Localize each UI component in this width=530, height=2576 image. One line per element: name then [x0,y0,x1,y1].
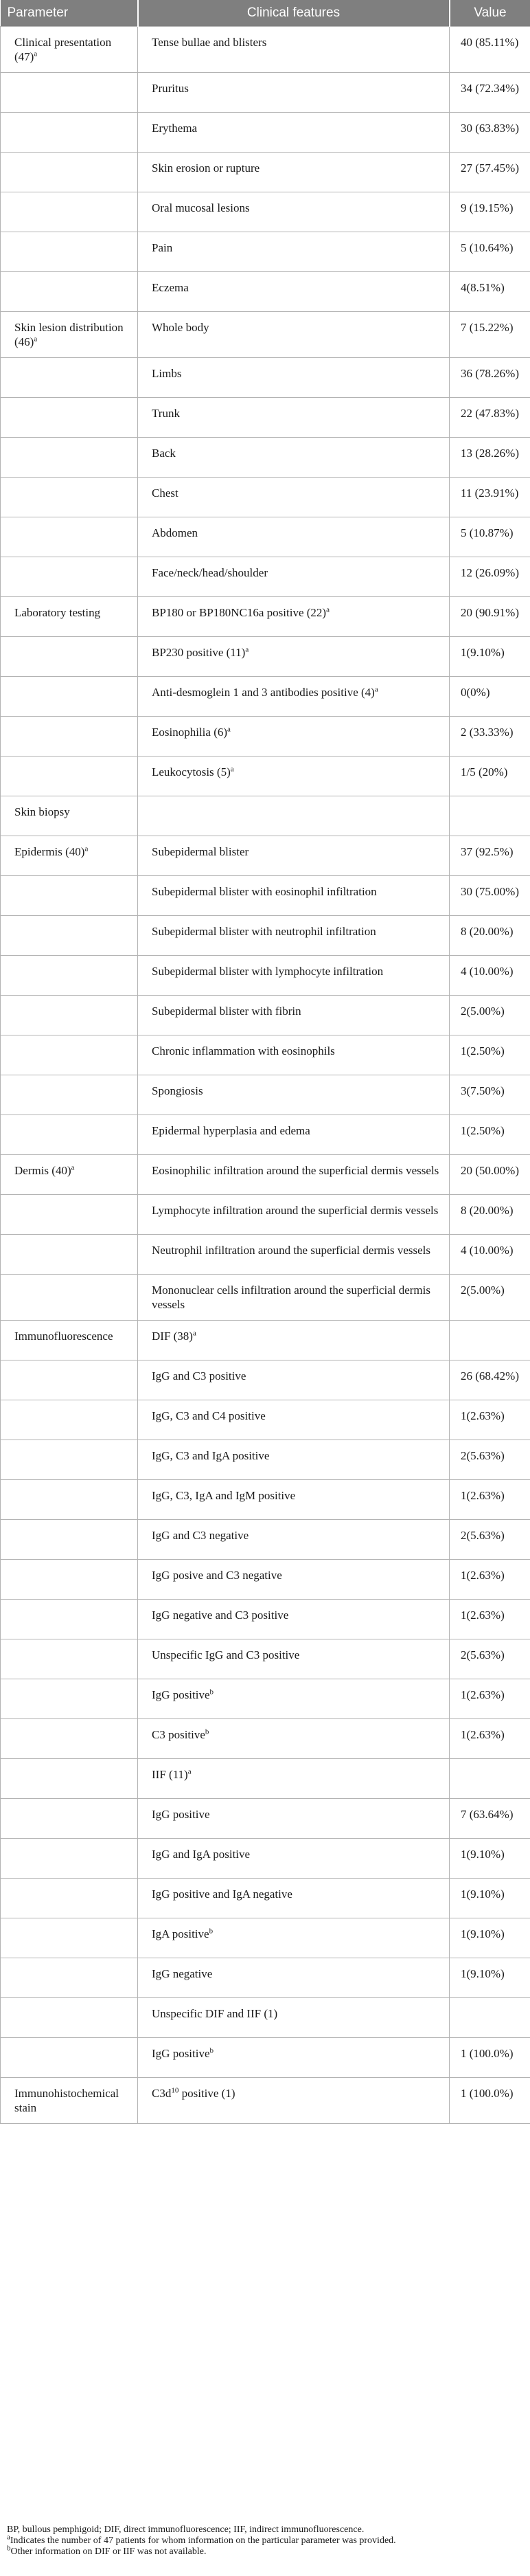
value-cell: 0(0%) [450,676,530,716]
feature-cell [138,1878,450,1918]
parameter-cell [1,1718,138,1758]
value-cell: 2 (33.33%) [450,716,530,756]
table-row [1,915,530,955]
parameter-cell [1,636,138,676]
value-cell: 2(5.63%) [450,1519,530,1559]
value-cell: 1(2.50%) [450,1035,530,1075]
parameter-cell [1,311,138,357]
parameter-cell [1,1075,138,1115]
table-row [1,192,530,232]
feature-text: IgG negative and C3 positive [152,1608,289,1622]
feature-footnote-mark: 10 [171,2085,179,2094]
value-cell: 4 (10.00%) [450,955,530,995]
header-value: Value [450,0,530,26]
parameter-cell [1,397,138,437]
parameter-cell [1,1479,138,1519]
feature-cell [138,875,450,915]
parameter-text: Dermis (40) [14,1163,71,1177]
value-cell: 7 (63.64%) [450,1798,530,1838]
feature-footnote-mark: a [245,645,249,653]
feature-text: IgG positive and IgA negative [152,1887,292,1901]
table-row [1,1559,530,1599]
table-row [1,1679,530,1718]
value-cell: 1(9.10%) [450,1878,530,1918]
feature-text: Erythema [152,121,198,135]
parameter-cell [1,875,138,915]
parameter-cell [1,437,138,477]
parameter-cell [1,796,138,836]
feature-text: Neutrophil infiltration around the superficial dermis vessels [152,1243,431,1257]
feature-text: Anti-desmoglein 1 and 3 antibodies positive (4) [152,685,375,699]
parameter-cell [1,1035,138,1075]
table-row [1,1320,530,1360]
table-row [1,1798,530,1838]
table-row [1,796,530,836]
feature-text: Mononuclear cells infiltration around the superficial dermis vessels [152,1283,430,1311]
feature-text: IgG and IgA positive [152,1847,251,1861]
value-cell: 1(9.10%) [450,1838,530,1878]
feature-cell [138,716,450,756]
feature-text: Spongiosis [152,1084,203,1097]
parameter-text: Immunohistochemical stain [14,2086,119,2114]
parameter-footnote-mark: a [84,844,89,853]
feature-cell [138,1320,450,1360]
table-row [1,1234,530,1274]
table-row [1,1154,530,1194]
feature-cell [138,517,450,557]
table-row [1,1479,530,1519]
feature-text: Pruritus [152,81,189,95]
value-cell: 20 (90.91%) [450,596,530,636]
feature-cell [138,1440,450,1479]
table-row [1,397,530,437]
feature-cell [138,1115,450,1154]
value-cell: 1(9.10%) [450,1958,530,1997]
value-cell: 1(9.10%) [450,1918,530,1958]
table-row [1,756,530,796]
parameter-cell [1,1758,138,1798]
value-cell: 1(2.63%) [450,1400,530,1440]
value-cell: 30 (63.83%) [450,112,530,152]
header-parameter: Parameter [1,0,138,26]
feature-cell [138,2077,450,2123]
parameter-cell [1,1440,138,1479]
feature-text: Subepidermal blister with fibrin [152,1004,301,1018]
parameter-footnote-mark: a [71,1163,75,1172]
value-cell: 40 (85.11%) [450,26,530,72]
value-cell: 26 (68.42%) [450,1360,530,1400]
feature-cell [138,796,450,836]
parameter-cell [1,357,138,397]
feature-cell [138,1758,450,1798]
feature-cell [138,112,450,152]
table-footnotes [7,2524,529,2557]
feature-text: Subepidermal blister with neutrophil infiltration [152,924,376,938]
feature-text: BP180 or BP180NC16a positive (22) [152,605,327,619]
parameter-cell [1,517,138,557]
feature-cell [138,1234,450,1274]
feature-footnote-mark: a [230,764,234,773]
table-row [1,716,530,756]
parameter-text: Immunofluorescence [14,1329,113,1343]
value-cell: 22 (47.83%) [450,397,530,437]
value-cell: 8 (20.00%) [450,1194,530,1234]
footnote-a-text: Indicates the number of 47 patients for whom information on the particular parameter was provided. [10,2535,396,2546]
parameter-cell [1,1234,138,1274]
value-cell: 1/5 (20%) [450,756,530,796]
table-row [1,676,530,716]
feature-text: IgG negative [152,1967,213,1980]
parameter-cell [1,1194,138,1234]
value-cell: 27 (57.45%) [450,152,530,192]
feature-cell [138,1718,450,1758]
feature-footnote-mark: b [209,1687,214,1696]
feature-text: IIF (11) [152,1767,188,1781]
value-cell: 2(5.00%) [450,995,530,1035]
parameter-text: Epidermis (40) [14,844,85,858]
feature-text: Oral mucosal lesions [152,201,250,214]
feature-text: Eosinophilic infiltration around the superficial dermis vessels [152,1163,439,1177]
feature-text: Lymphocyte infiltration around the superficial dermis vessels [152,1203,439,1217]
feature-cell [138,676,450,716]
table-row [1,232,530,271]
table-row [1,1878,530,1918]
feature-text: IgG and C3 positive [152,1369,246,1382]
value-cell: 11 (23.91%) [450,477,530,517]
value-cell: 1(2.63%) [450,1679,530,1718]
header-clinical-features: Clinical features [138,0,450,26]
feature-footnote-mark: a [374,684,378,693]
parameter-cell [1,955,138,995]
parameter-cell [1,477,138,517]
parameter-cell [1,1798,138,1838]
feature-cell [138,232,450,271]
table-row [1,1599,530,1639]
footnote-a [7,2535,529,2546]
feature-text: Eosinophilia (6) [152,725,228,739]
value-cell: 1(2.63%) [450,1718,530,1758]
feature-text: Chronic inflammation with eosinophils [152,1044,335,1057]
feature-footnote-mark: a [326,605,330,614]
table-row [1,1360,530,1400]
table-row [1,271,530,311]
feature-cell [138,1918,450,1958]
feature-text: Subepidermal blister with eosinophil infiltration [152,884,377,898]
feature-text: Back [152,446,176,460]
parameter-cell [1,26,138,72]
parameter-cell [1,1274,138,1320]
feature-footnote-mark: a [227,724,231,733]
parameter-cell [1,2037,138,2077]
table-row [1,1997,530,2037]
table-row [1,357,530,397]
feature-text: C3 positive [152,1727,205,1741]
parameter-cell [1,1599,138,1639]
feature-cell [138,72,450,112]
parameter-cell [1,1400,138,1440]
feature-text: Tense bullae and blisters [152,35,267,49]
feature-cell [138,477,450,517]
parameter-cell [1,1519,138,1559]
parameter-cell [1,112,138,152]
feature-cell [138,1035,450,1075]
value-cell: 1(2.63%) [450,1599,530,1639]
parameter-cell [1,836,138,875]
feature-text: Subepidermal blister [152,844,249,858]
table-row [1,1400,530,1440]
value-cell: 2(5.63%) [450,1639,530,1679]
table-row [1,1035,530,1075]
parameter-cell [1,1639,138,1679]
parameter-cell [1,1838,138,1878]
feature-cell [138,836,450,875]
value-cell: 7 (15.22%) [450,311,530,357]
parameter-text: Skin lesion distribution (46) [14,320,124,348]
table-row [1,1758,530,1798]
feature-footnote-mark: a [192,1328,196,1337]
feature-cell [138,311,450,357]
parameter-cell [1,72,138,112]
value-cell: 20 (50.00%) [450,1154,530,1194]
feature-text: DIF (38) [152,1329,193,1343]
feature-text: IgG, C3 and C4 positive [152,1409,266,1422]
value-cell: 5 (10.87%) [450,517,530,557]
feature-text: Unspecific DIF and IIF (1) [152,2006,278,2020]
table-row [1,2077,530,2123]
feature-cell [138,1599,450,1639]
value-cell: 2(5.63%) [450,1440,530,1479]
feature-cell [138,596,450,636]
table-row [1,1639,530,1679]
parameter-cell [1,152,138,192]
parameter-cell [1,1679,138,1718]
table-header-row [1,0,530,26]
table-row [1,2037,530,2077]
feature-text: Limbs [152,366,182,380]
value-cell: 8 (20.00%) [450,915,530,955]
value-cell: 9 (19.15%) [450,192,530,232]
table-row [1,995,530,1035]
feature-text: Face/neck/head/shoulder [152,565,268,579]
value-cell: 37 (92.5%) [450,836,530,875]
feature-footnote-mark: b [205,1727,209,1736]
parameter-cell [1,1878,138,1918]
value-cell: 4 (10.00%) [450,1234,530,1274]
table-row [1,517,530,557]
feature-cell [138,192,450,232]
feature-cell [138,1075,450,1115]
feature-cell [138,1479,450,1519]
parameter-cell [1,1997,138,2037]
parameter-cell [1,557,138,596]
feature-cell [138,756,450,796]
parameter-cell [1,232,138,271]
feature-text: IgG positive [152,1807,210,1821]
parameter-cell [1,676,138,716]
feature-text: Eczema [152,280,189,294]
feature-text: IgG positive [152,1688,210,1701]
table-row [1,152,530,192]
table-row [1,112,530,152]
parameter-cell [1,1559,138,1599]
table-row [1,596,530,636]
value-cell [450,1320,530,1360]
feature-text: IgG, C3, IgA and IgM positive [152,1488,296,1502]
feature-cell [138,1997,450,2037]
feature-footnote-mark: b [209,1926,214,1935]
value-cell: 1(2.63%) [450,1559,530,1599]
feature-cell [138,357,450,397]
feature-cell [138,1154,450,1194]
table-row [1,875,530,915]
feature-text: Pain [152,240,173,254]
table-row [1,1718,530,1758]
feature-cell [138,2037,450,2077]
value-cell [450,1758,530,1798]
value-cell: 4(8.51%) [450,271,530,311]
parameter-cell [1,1320,138,1360]
parameter-text: Clinical presentation (47) [14,35,112,63]
feature-footnote-mark: b [209,2046,214,2054]
parameter-cell [1,192,138,232]
footnote-b [7,2546,529,2557]
value-cell: 12 (26.09%) [450,557,530,596]
table-row [1,557,530,596]
feature-cell [138,636,450,676]
feature-cell [138,1958,450,1997]
value-cell: 3(7.50%) [450,1075,530,1115]
table-row [1,1838,530,1878]
feature-text: Chest [152,486,178,500]
feature-text: IgG, C3 and IgA positive [152,1448,270,1462]
feature-cell [138,1360,450,1400]
parameter-cell [1,596,138,636]
feature-text: IgG and C3 negative [152,1528,249,1542]
value-cell: 1 (100.0%) [450,2077,530,2123]
feature-cell [138,437,450,477]
value-cell: 1(9.10%) [450,636,530,676]
table-row [1,955,530,995]
value-cell: 5 (10.64%) [450,232,530,271]
table-row [1,26,530,72]
feature-text: IgA positive [152,1927,209,1940]
table-row [1,836,530,875]
feature-text: Leukocytosis (5) [152,765,231,779]
footnote-abbreviations: BP, bullous pemphigoid; DIF, direct immunofluorescence; IIF, indirect immunofluorescence. [7,2524,365,2535]
parameter-cell [1,1115,138,1154]
feature-text: Abdomen [152,526,198,539]
table-row [1,1115,530,1154]
feature-text: Whole body [152,320,209,334]
table-row [1,1958,530,1997]
footnote-b-mark: b [7,2544,11,2553]
value-cell [450,1997,530,2037]
value-cell [450,796,530,836]
parameter-cell [1,756,138,796]
feature-text: IgG positive [152,2046,210,2060]
value-cell: 1(2.63%) [450,1479,530,1519]
feature-cell [138,1639,450,1679]
feature-cell [138,271,450,311]
footnote-a-mark: a [7,2533,10,2542]
value-cell: 36 (78.26%) [450,357,530,397]
feature-cell [138,557,450,596]
feature-text: BP230 positive (11) [152,645,246,659]
parameter-cell [1,1360,138,1400]
value-cell: 34 (72.34%) [450,72,530,112]
value-cell: 2(5.00%) [450,1274,530,1320]
feature-cell [138,1400,450,1440]
feature-text: Skin erosion or rupture [152,161,260,175]
footnote-b-text: Other information on DIF or IIF was not available. [10,2546,207,2557]
parameter-cell [1,1958,138,1997]
table-row [1,636,530,676]
table-row [1,311,530,357]
feature-text: Trunk [152,406,180,420]
feature-cell [138,152,450,192]
feature-cell [138,1679,450,1718]
parameter-text: Skin biopsy [14,805,70,818]
table-row [1,1274,530,1320]
parameter-cell [1,2077,138,2123]
parameter-cell [1,271,138,311]
parameter-footnote-mark: a [34,49,38,58]
feature-cell [138,1798,450,1838]
parameter-cell [1,716,138,756]
feature-cell [138,1274,450,1320]
feature-text-suffix: positive (1) [178,2086,235,2100]
table-row [1,72,530,112]
feature-cell [138,995,450,1035]
table-row [1,1075,530,1115]
parameter-text: Laboratory testing [14,605,101,619]
feature-text: Epidermal hyperplasia and edema [152,1123,310,1137]
table-row [1,1440,530,1479]
table-row [1,1194,530,1234]
feature-cell [138,955,450,995]
parameter-cell [1,1918,138,1958]
parameter-cell [1,1154,138,1194]
value-cell: 1 (100.0%) [450,2037,530,2077]
feature-text: Subepidermal blister with lymphocyte infiltration [152,964,384,978]
feature-cell [138,915,450,955]
value-cell: 30 (75.00%) [450,875,530,915]
table-body [1,26,530,2123]
parameter-cell [1,995,138,1035]
feature-text: IgG posive and C3 negative [152,1568,282,1582]
feature-text: C3d [152,2086,172,2100]
feature-text: Unspecific IgG and C3 positive [152,1648,300,1661]
value-cell: 13 (28.26%) [450,437,530,477]
table-row [1,477,530,517]
value-cell: 1(2.50%) [450,1115,530,1154]
feature-cell [138,1519,450,1559]
table-row [1,1519,530,1559]
feature-footnote-mark: a [187,1767,192,1776]
feature-cell [138,1194,450,1234]
feature-cell [138,397,450,437]
table-row [1,1918,530,1958]
parameter-cell [1,915,138,955]
table-row [1,437,530,477]
parameter-footnote-mark: a [34,334,38,343]
feature-cell [138,1559,450,1599]
feature-cell [138,26,450,72]
feature-cell [138,1838,450,1878]
